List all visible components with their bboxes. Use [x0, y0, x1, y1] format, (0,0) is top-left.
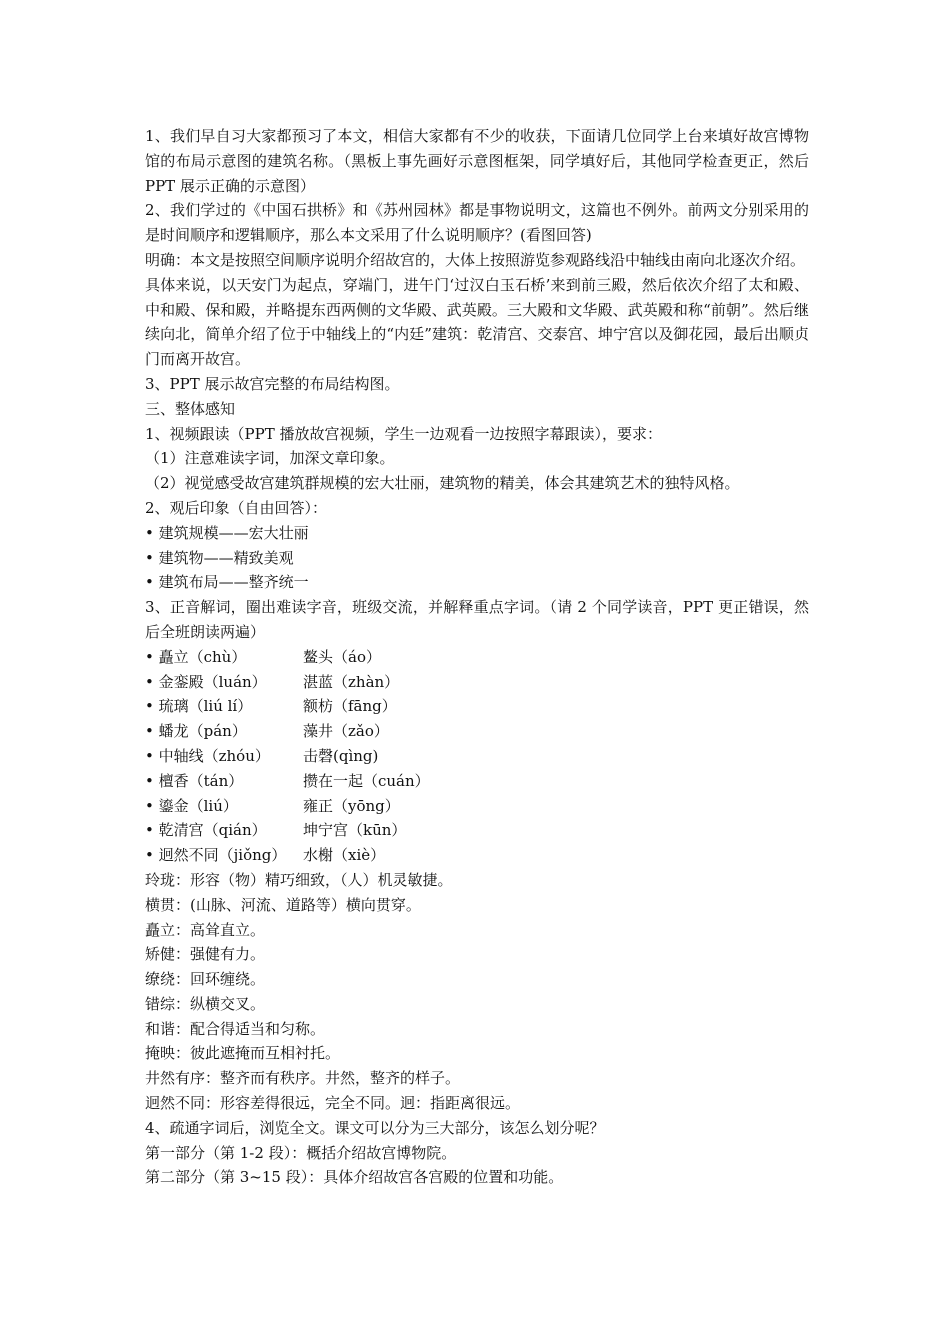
definition: 横贯：(山脉、河流、道路等）横向贯穿。: [145, 895, 421, 914]
word-pair-row: [145, 694, 809, 719]
word-pair-row: [145, 794, 809, 819]
word-item: • 蟠龙（pán）: [145, 722, 247, 741]
paragraph-step-4: 4、疏通字词后，浏览全文。课文可以分为三大部分，该怎么划分呢？: [145, 1118, 605, 1137]
part-two: 第二部分（第 3~15 段）：具体介绍故宫各宫殿的位置和功能。: [145, 1168, 564, 1187]
bullet-item: • 建筑规模——宏大壮丽: [145, 523, 309, 542]
word-item: • 鎏金（liú）: [145, 796, 238, 815]
word-item: 雍正（yōng）: [303, 796, 400, 815]
word-item: • 檀香（tán）: [145, 771, 244, 790]
part-one: 第一部分（第 1-2 段）：概括介绍故宫博物院。: [145, 1143, 457, 1162]
word-item: 鳌头（áo）: [303, 647, 381, 666]
word-pair-row: [145, 769, 809, 794]
paragraph-7: 1、视频跟读（PPT 播放故宫视频，学生一边观看一边按照字幕跟读），要求：: [145, 424, 663, 443]
word-item: 水榭（xiè）: [303, 846, 386, 865]
word-item: • 矗立（chù）: [145, 647, 247, 666]
bullet-item: • 建筑布局——整齐统一: [145, 573, 309, 592]
paragraph-8: （1）注意难读字词，加深文章印象。: [145, 449, 395, 468]
word-item: 额枋（fāng）: [303, 697, 397, 716]
paragraph-5: 3、PPT 展示故宫完整的布局结构图。: [145, 374, 400, 393]
bullet-item: • 建筑物——精致美观: [145, 548, 294, 567]
word-pair-row: [145, 645, 809, 670]
paragraph-10: 2、观后印象（自由回答）：: [145, 498, 328, 517]
definition: 缭绕：回环缠绕。: [145, 970, 266, 989]
definition: 和谐：配合得适当和匀称。: [145, 1019, 326, 1038]
word-item: • 乾清宫（qián）: [145, 821, 267, 840]
word-pair-row: [145, 744, 809, 769]
definition: 迥然不同：形容差得很远，完全不同。迥：指距离很远。: [145, 1094, 521, 1113]
word-item: 击磬(qìng): [303, 746, 379, 765]
definition: 错综：纵横交叉。: [145, 994, 266, 1013]
word-item: • 中轴线（zhóu）: [145, 746, 270, 765]
word-item: 坤宁宫（kūn）: [303, 821, 407, 840]
word-list: [145, 645, 809, 868]
definition: 矫健：强健有力。: [145, 945, 266, 964]
word-item: • 琉璃（liú lí）: [145, 697, 253, 716]
paragraph-2: 2、我们学过的《中国石拱桥》和《苏州园林》都是事物说明文，这篇也不例外。前两文分别采用的是时间顺序和逻辑顺序，那么本文采用了什么说明顺序？(看图回答): [145, 201, 809, 245]
word-pair-row: [145, 719, 809, 744]
paragraph-9: （2）视觉感受故宫建筑群规模的宏大壮丽，建筑物的精美，体会其建筑艺术的独特风格。: [145, 474, 740, 493]
section-heading: 三、整体感知: [145, 399, 236, 418]
paragraph-1: 1、我们早自习大家都预习了本文，相信大家都有不少的收获，下面请几位同学上台来填好故宫博物馆的布局示意图的建筑名称。（黑板上事先画好示意图框架，同学填好后，其他同学检查更正，然后 PPT 展示正确的示意图）: [145, 127, 809, 195]
word-item: • 迥然不同（jiǒng）: [145, 846, 287, 865]
word-pair-row: [145, 843, 809, 868]
word-item: 湛蓝（zhàn）: [303, 672, 400, 691]
document-body: [145, 124, 809, 1190]
word-item: 攒在一起（cuán）: [303, 771, 430, 790]
definition: 井然有序：整齐而有秩序。井然，整齐的样子。: [145, 1069, 461, 1088]
paragraph-14: 3、正音解词，圈出难读字音，班级交流，并解释重点字词。（请 2 个同学读音，PPT 更正错误，然后全班朗读两遍）: [145, 598, 809, 641]
word-item: • 金銮殿（luán）: [145, 672, 267, 691]
definition: 矗立：高耸直立。: [145, 920, 266, 939]
word-pair-row: [145, 670, 809, 695]
paragraph-3: 明确：本文是按照空间顺序说明介绍故宫的，大体上按照游览参观路线沿中轴线由南向北逐次介绍。: [145, 250, 806, 269]
definition: 玲珑：形容（物）精巧细致，（人）机灵敏捷。: [145, 870, 453, 889]
paragraph-4: 具体来说，以天安门为起点，穿端门，进午门‘过汉白玉石桥’来到前三殿，然后依次介绍了太和殿、中和殿、保和殿，并略提东西两侧的文华殿、武英殿。三大殿和文华殿、武英殿和称“前朝”。然后继续向北，简单介绍了位于中轴线上的“内廷”建筑：乾清宫、交泰宫、坤宁宫以及御花园，最后出顺贞门而离开故宫。: [145, 275, 809, 369]
definition: 掩映：彼此遮掩而互相衬托。: [145, 1044, 341, 1063]
word-item: 藻井（zǎo）: [303, 722, 389, 741]
word-pair-row: [145, 818, 809, 843]
